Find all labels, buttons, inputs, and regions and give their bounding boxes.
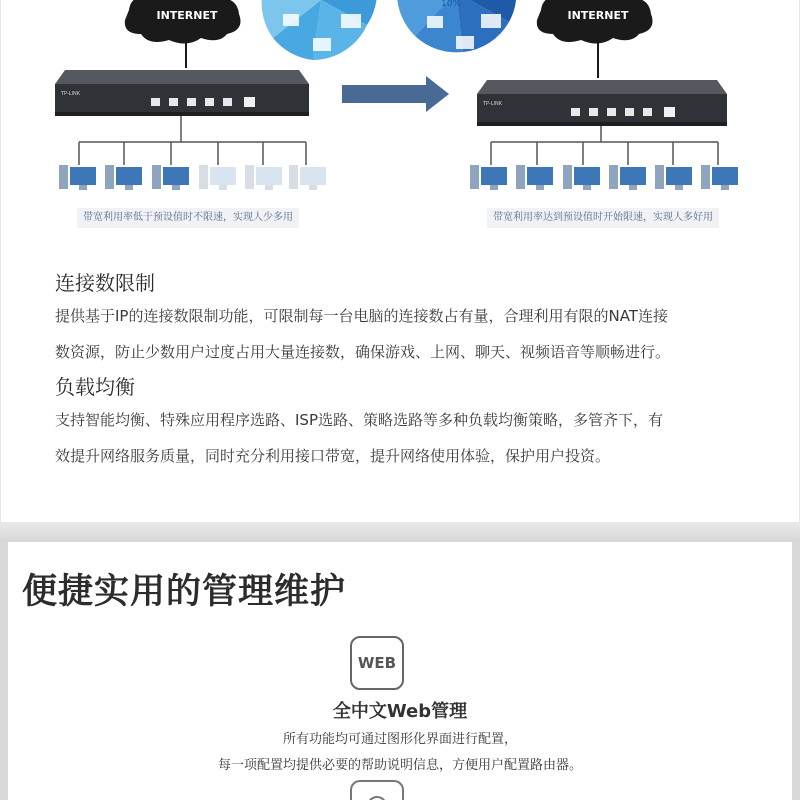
feature-description-line: 效提升网络服务质量，同时充分利用接口带宽，提升网络使用体验，保护用户投资。	[55, 447, 611, 465]
right-rail	[792, 542, 800, 800]
right-arrow-icon	[342, 76, 449, 112]
pie-percent-label: 10%	[441, 0, 462, 9]
left-rail	[0, 542, 8, 800]
left-pie-chart	[262, 0, 377, 60]
pc-icon	[563, 165, 600, 190]
feature-description-line: 提供基于IP的连接数限制功能，可限制每一台电脑的连接数占有量，合理利用有限的NAT连接	[55, 307, 668, 325]
pc-icon	[289, 165, 326, 190]
pc-icon	[470, 165, 507, 190]
web-management-title: 全中文Web管理	[332, 701, 468, 722]
pc-icon	[59, 165, 96, 190]
right-router-brand: TP-LINK	[483, 101, 503, 107]
right-diagram-caption: 带宽利用率达到预设值时开始限速，实现人多好用	[487, 208, 719, 228]
web-icon-text: WEB	[357, 654, 397, 672]
right-internet-cloud	[537, 0, 653, 78]
left-internet-cloud	[125, 0, 241, 68]
right-cloud-label: INTERNET	[567, 9, 629, 22]
web-management-description: 每一项配置均提供必要的帮助说明信息，方便用户配置路由器。	[217, 758, 582, 773]
feature-title: 负载均衡	[55, 375, 135, 399]
management-heading: 便捷实用的管理维护	[22, 572, 347, 612]
left-diagram-caption: 带宽利用率低于预设值时不限速，实现人少多用	[77, 208, 299, 228]
left-router-device	[55, 70, 309, 165]
web-management-description: 所有功能均可通过图形化界面进行配置，	[282, 732, 517, 747]
pc-icon	[245, 165, 282, 190]
feature-description-line: 数资源，防止少数用户过度占用大量连接数，确保游戏、上网、聊天、视频语音等顺畅进行。	[55, 343, 671, 361]
feature-list	[55, 268, 775, 476]
pc-icon	[516, 165, 553, 190]
pc-icon	[199, 165, 236, 190]
feature-load-balancing	[55, 372, 775, 472]
left-cloud-label: INTERNET	[156, 9, 218, 22]
pc-icon	[655, 165, 692, 190]
right-pie-chart	[397, 0, 516, 52]
left-pc-group	[59, 165, 326, 190]
right-pc-group	[470, 165, 738, 190]
feature-description-line: 支持智能均衡、特殊应用程序选路、ISP选路、策略选路等多种负载均衡策略，多管齐下，有	[55, 411, 663, 429]
management-section	[8, 542, 792, 800]
section-divider	[0, 522, 800, 542]
feature-connection-limit	[55, 268, 775, 368]
left-router-brand: TP-LINK	[61, 91, 81, 97]
pc-icon	[105, 165, 142, 190]
pc-icon	[609, 165, 646, 190]
next-feature-icon	[350, 780, 404, 800]
pc-icon	[701, 165, 738, 190]
right-router-device	[477, 80, 727, 165]
feature-title: 连接数限制	[55, 271, 155, 295]
pc-icon	[152, 165, 189, 190]
web-icon	[350, 636, 404, 690]
